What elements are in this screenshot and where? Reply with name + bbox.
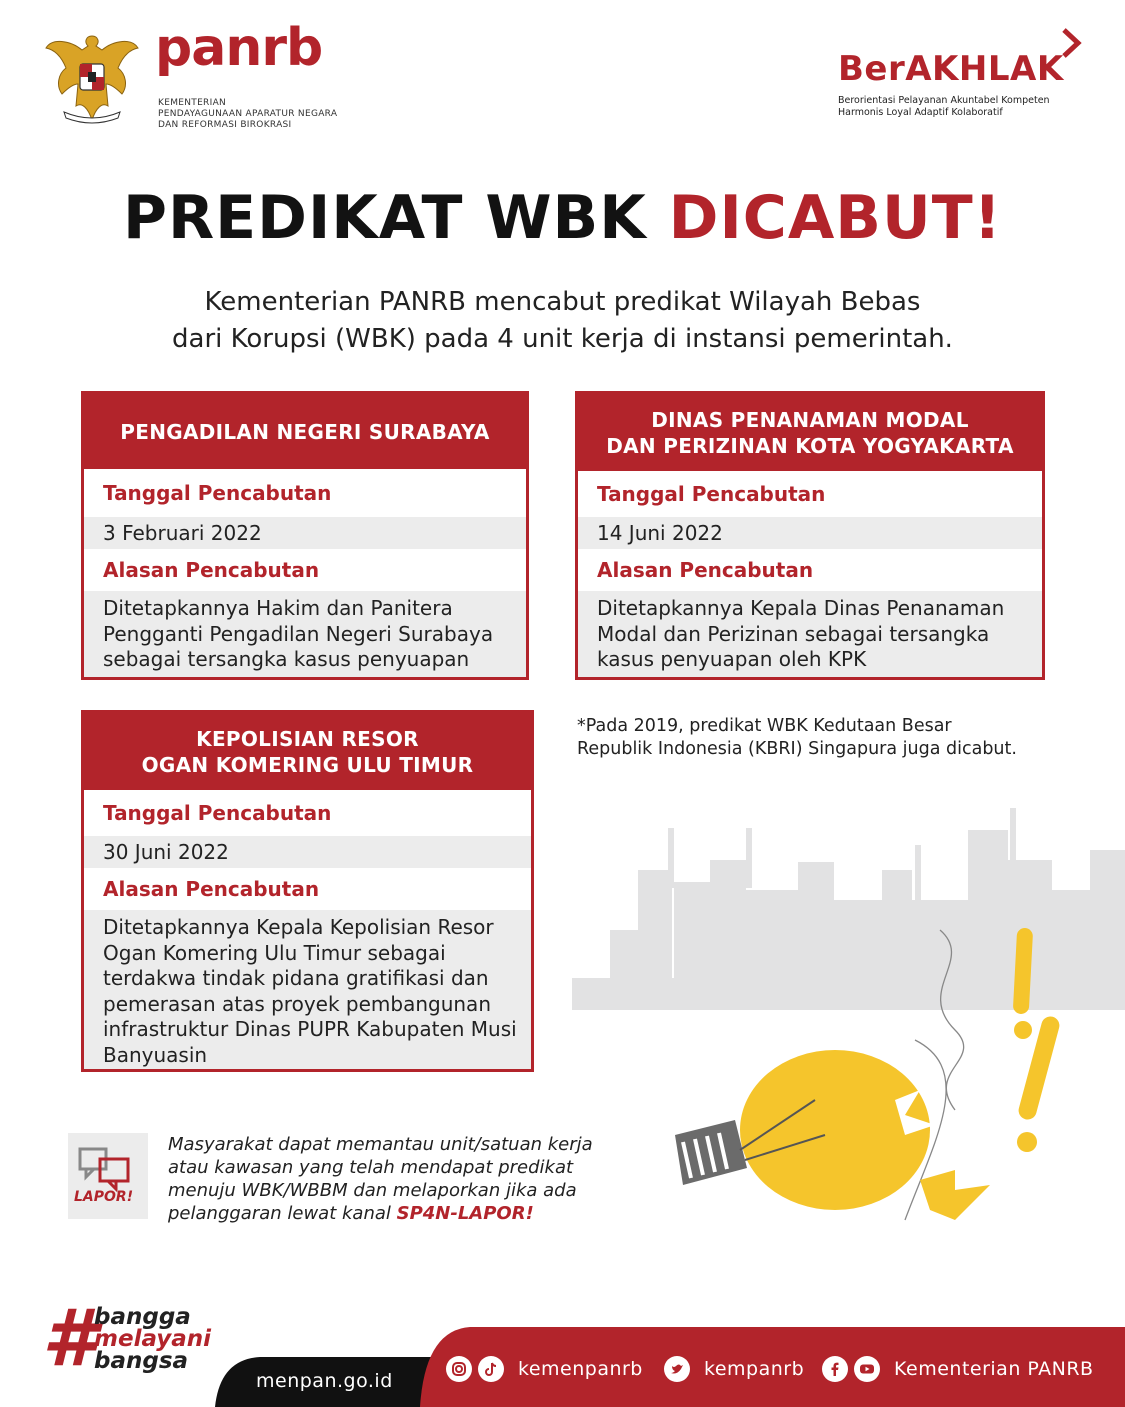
chevron-right-icon — [1060, 28, 1084, 58]
footnote-line: Republik Indonesia (KBRI) Singapura juga dicabut. — [577, 739, 1017, 759]
card-title — [84, 394, 526, 469]
lapor-info-text — [168, 1133, 638, 1225]
revocation-card — [575, 391, 1045, 680]
garuda-pancasila-logo — [42, 28, 142, 128]
footnote-line: *Pada 2019, predikat WBK Kedutaan Besar — [577, 716, 952, 736]
ministry-line: PENDAYAGUNAAN APARATUR NEGARA — [158, 109, 338, 119]
panrb-brand: panrb — [155, 18, 323, 78]
hashtag-campaign — [94, 1306, 211, 1372]
social-instagram-tiktok[interactable] — [446, 1356, 643, 1382]
revocation-card — [81, 391, 529, 680]
reason-label: Alasan Pencabutan — [103, 558, 320, 582]
reason-text: Ditetapkannya Hakim dan Panitera Pengganti Pengadilan Negeri Surabaya sebagai tersangka kasus penyuapan — [84, 591, 526, 677]
intro-line: Kementerian PANRB mencabut predikat Wilayah Bebas — [204, 287, 921, 317]
berakhlak-logo-text: BerAKHLAK — [838, 49, 1064, 89]
date-label: Tanggal Pencabutan — [103, 481, 332, 505]
reason-text: Ditetapkannya Kepala Kepolisian Resor Ogan Komering Ulu Timur sebagai terdakwa tindak pidana gratifikasi dan pemerasan atas proyek pembangunan infrastruktur Dinas PUPR Kabupaten Musi Banyuasin — [84, 910, 531, 1069]
card-title-line: PENGADILAN NEGERI SURABAYA — [120, 419, 490, 444]
berakhlak-line: Harmonis Loyal Adaptif Kolaboratif — [838, 107, 1003, 118]
date-value: 14 Juni 2022 — [578, 517, 1042, 549]
card-title-line: OGAN KOMERING ULU TIMUR — [141, 752, 474, 777]
title-part-2: DICABUT! — [668, 183, 1003, 253]
hashtag-word: melayani — [94, 1326, 212, 1352]
facebook-icon — [822, 1356, 848, 1382]
date-label: Tanggal Pencabutan — [597, 482, 826, 506]
hashtag-word: bangsa — [94, 1348, 189, 1374]
hashtag-word: bangga — [94, 1304, 191, 1330]
intro-line: dari Korupsi (WBK) pada 4 unit kerja di instansi pemerintah. — [172, 324, 953, 354]
revocation-card — [81, 710, 534, 1072]
twitter-icon — [664, 1356, 690, 1382]
card-title-line: KEPOLISIAN RESOR — [196, 726, 419, 751]
intro-text — [0, 284, 1125, 358]
broken-lightbulb-illustration — [655, 920, 1125, 1260]
title-part-1: PREDIKAT WBK — [122, 183, 647, 253]
instagram-handle: kemenpanrb — [518, 1358, 643, 1380]
ministry-line: KEMENTERIAN — [158, 98, 227, 108]
panrb-logo-text — [155, 18, 323, 78]
reason-text: Ditetapkannya Kepala Dinas Penanaman Modal dan Perizinan sebagai tersangka kasus penyuapan oleh KPK — [578, 591, 1042, 677]
facebook-handle: Kementerian PANRB — [894, 1358, 1094, 1380]
ministry-name — [158, 98, 337, 131]
card-title-line: DAN PERIZINAN KOTA YOGYAKARTA — [606, 433, 1014, 458]
social-twitter[interactable] — [664, 1356, 804, 1382]
social-facebook-youtube[interactable] — [822, 1356, 1094, 1382]
reason-label: Alasan Pencabutan — [103, 877, 320, 901]
date-label: Tanggal Pencabutan — [103, 801, 332, 825]
youtube-icon — [854, 1356, 880, 1382]
website-link[interactable]: menpan.go.id — [256, 1370, 393, 1392]
card-title — [578, 394, 1042, 471]
hashtag-symbol: # — [42, 1294, 97, 1384]
berakhlak-values — [838, 95, 1050, 119]
chat-bubble-icon — [68, 1133, 148, 1219]
instagram-icon — [446, 1356, 472, 1382]
date-value: 3 Februari 2022 — [84, 517, 526, 549]
card-title-line: DINAS PENANAMAN MODAL — [651, 407, 969, 432]
footnote — [577, 715, 1077, 761]
lapor-badge-label: LAPOR! — [74, 1189, 134, 1205]
lapor-badge — [68, 1133, 148, 1219]
tiktok-icon — [478, 1356, 504, 1382]
lapor-description: Masyarakat dapat memantau unit/satuan kerja atau kawasan yang telah mendapat predikat menuju WBK/WBBM dan melaporkan jika ada pelanggaran lewat kanal — [168, 1134, 593, 1224]
lapor-channel-link[interactable]: SP4N-LAPOR! — [396, 1203, 534, 1224]
date-value: 30 Juni 2022 — [84, 836, 531, 868]
reason-label: Alasan Pencabutan — [597, 558, 814, 582]
card-title — [84, 713, 531, 790]
page-title — [0, 183, 1125, 253]
berakhlak-line: Berorientasi Pelayanan Akuntabel Kompeten — [838, 95, 1050, 106]
ministry-line: DAN REFORMASI BIROKRASI — [158, 120, 292, 130]
twitter-handle: kempanrb — [704, 1358, 805, 1380]
